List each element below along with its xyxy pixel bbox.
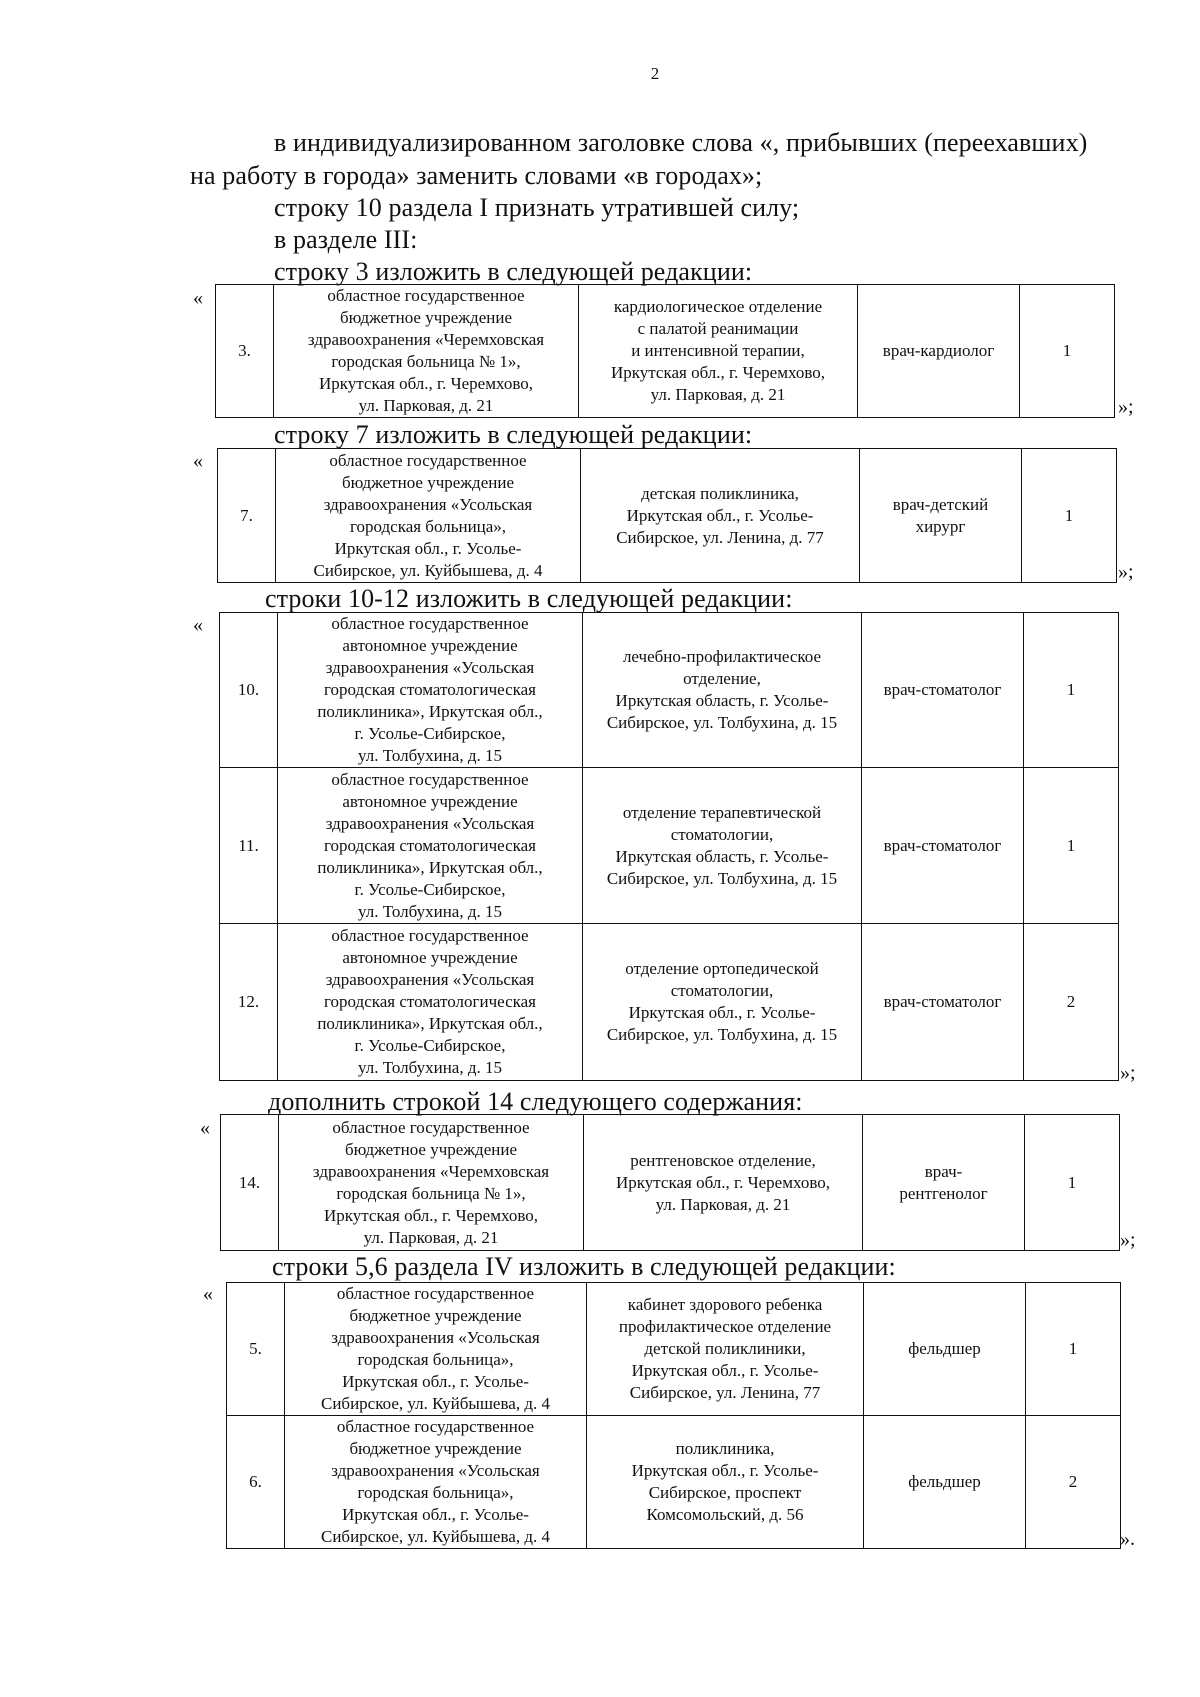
paragraph-row10-void: строку 10 раздела I признать утратившей силу; xyxy=(274,193,800,222)
quote-open: « xyxy=(193,614,203,636)
table-row xyxy=(221,1115,1120,1251)
amendment-table-rows10-12 xyxy=(219,612,1119,1081)
row-number: 10. xyxy=(220,613,278,768)
row-number: 12. xyxy=(220,924,278,1081)
institution-cell: областное государственное бюджетное учреждение здравоохранения «Черемховская городская больница № 1», Иркутская обл., г. Черемхово, ул. Парковая, д. 21 xyxy=(274,285,579,418)
table-row xyxy=(227,1416,1121,1549)
quote-open: « xyxy=(203,1283,213,1305)
paragraph-section-iii: в разделе III: xyxy=(274,225,418,254)
count-cell: 2 xyxy=(1024,924,1119,1081)
page-number: 2 xyxy=(650,64,660,83)
department-cell: отделение терапевтической стоматологии, Иркутская область, г. Усолье- Сибирское, ул. Толбухина, д. 15 xyxy=(583,768,862,924)
table-row xyxy=(220,613,1119,768)
paragraph-heading-rename: в индивидуализированном заголовке слова «, прибывших (переехавших) xyxy=(274,128,1088,157)
quote-close: »; xyxy=(1120,1229,1136,1251)
table-row xyxy=(216,285,1115,418)
institution-cell: областное государственное бюджетное учреждение здравоохранения «Усольская городская больница», Иркутская обл., г. Усолье- Сибирское, ул. Куйбышева, д. 4 xyxy=(285,1416,587,1549)
row-number: 14. xyxy=(221,1115,279,1251)
position-cell: врач- рентгенолог xyxy=(863,1115,1025,1251)
quote-close: »; xyxy=(1120,1062,1136,1084)
amendment-table-row3 xyxy=(215,284,1115,418)
quote-close: »; xyxy=(1118,561,1134,583)
amendment-table-row14 xyxy=(220,1114,1120,1251)
position-cell: врач-кардиолог xyxy=(858,285,1020,418)
count-cell: 1 xyxy=(1024,768,1119,924)
quote-close: »; xyxy=(1118,396,1134,418)
department-cell: поликлиника, Иркутская обл., г. Усолье- Сибирское, проспект Комсомольский, д. 56 xyxy=(587,1416,864,1549)
section-heading-rows10-12: строки 10-12 изложить в следующей редакции: xyxy=(265,584,793,613)
section-heading-row7: строку 7 изложить в следующей редакции: xyxy=(274,420,753,449)
row-number: 7. xyxy=(218,449,276,583)
quote-open: « xyxy=(193,450,203,472)
institution-cell: областное государственное автономное учреждение здравоохранения «Усольская городская стоматологическая поликлиника», Иркутская обл., г. Усолье-Сибирское, ул. Толбухина, д. 15 xyxy=(278,768,583,924)
table-row xyxy=(220,768,1119,924)
count-cell: 1 xyxy=(1020,285,1115,418)
count-cell: 1 xyxy=(1025,1115,1120,1251)
row-number: 11. xyxy=(220,768,278,924)
institution-cell: областное государственное бюджетное учреждение здравоохранения «Черемховская городская больница № 1», Иркутская обл., г. Черемхово, ул. Парковая, д. 21 xyxy=(279,1115,584,1251)
section-heading-row14: дополнить строкой 14 следующего содержания: xyxy=(268,1087,803,1116)
quote-open: « xyxy=(193,287,203,309)
department-cell: рентгеновское отделение, Иркутская обл., г. Черемхово, ул. Парковая, д. 21 xyxy=(584,1115,863,1251)
row-number: 3. xyxy=(216,285,274,418)
count-cell: 2 xyxy=(1026,1416,1121,1549)
table-row xyxy=(218,449,1117,583)
table-row xyxy=(220,924,1119,1081)
row-number: 6. xyxy=(227,1416,285,1549)
position-cell: фельдшер xyxy=(864,1283,1026,1416)
count-cell: 1 xyxy=(1024,613,1119,768)
quote-close: ». xyxy=(1120,1528,1135,1550)
position-cell: врач-стоматолог xyxy=(862,924,1024,1081)
count-cell: 1 xyxy=(1026,1283,1121,1416)
position-cell: врач-детский хирург xyxy=(860,449,1022,583)
quote-open: « xyxy=(200,1117,210,1139)
department-cell: отделение ортопедической стоматологии, Иркутская обл., г. Усолье- Сибирское, ул. Толбухина, д. 15 xyxy=(583,924,862,1081)
institution-cell: областное государственное автономное учреждение здравоохранения «Усольская городская стоматологическая поликлиника», Иркутская обл., г. Усолье-Сибирское, ул. Толбухина, д. 15 xyxy=(278,924,583,1081)
amendment-table-row7 xyxy=(217,448,1117,583)
paragraph-heading-rename-cont: на работу в города» заменить словами «в городах»; xyxy=(190,161,763,190)
institution-cell: областное государственное бюджетное учреждение здравоохранения «Усольская городская больница», Иркутская обл., г. Усолье- Сибирское, ул. Куйбышева, д. 4 xyxy=(276,449,581,583)
institution-cell: областное государственное автономное учреждение здравоохранения «Усольская городская стоматологическая поликлиника», Иркутская обл., г. Усолье-Сибирское, ул. Толбухина, д. 15 xyxy=(278,613,583,768)
section-heading-rows5-6: строки 5,6 раздела IV изложить в следующей редакции: xyxy=(272,1252,896,1281)
department-cell: кардиологическое отделение с палатой реанимации и интенсивной терапии, Иркутская обл., г. Черемхово, ул. Парковая, д. 21 xyxy=(579,285,858,418)
amendment-table-rows5-6 xyxy=(226,1282,1121,1549)
position-cell: фельдшер xyxy=(864,1416,1026,1549)
department-cell: детская поликлиника, Иркутская обл., г. Усолье- Сибирское, ул. Ленина, д. 77 xyxy=(581,449,860,583)
row-number: 5. xyxy=(227,1283,285,1416)
department-cell: лечебно-профилактическое отделение, Иркутская область, г. Усолье- Сибирское, ул. Толбухина, д. 15 xyxy=(583,613,862,768)
institution-cell: областное государственное бюджетное учреждение здравоохранения «Усольская городская больница», Иркутская обл., г. Усолье- Сибирское, ул. Куйбышева, д. 4 xyxy=(285,1283,587,1416)
section-heading-row3: строку 3 изложить в следующей редакции: xyxy=(274,257,753,286)
position-cell: врач-стоматолог xyxy=(862,613,1024,768)
count-cell: 1 xyxy=(1022,449,1117,583)
table-row xyxy=(227,1283,1121,1416)
department-cell: кабинет здорового ребенка профилактическое отделение детской поликлиники, Иркутская обл., г. Усолье- Сибирское, ул. Ленина, 77 xyxy=(587,1283,864,1416)
position-cell: врач-стоматолог xyxy=(862,768,1024,924)
